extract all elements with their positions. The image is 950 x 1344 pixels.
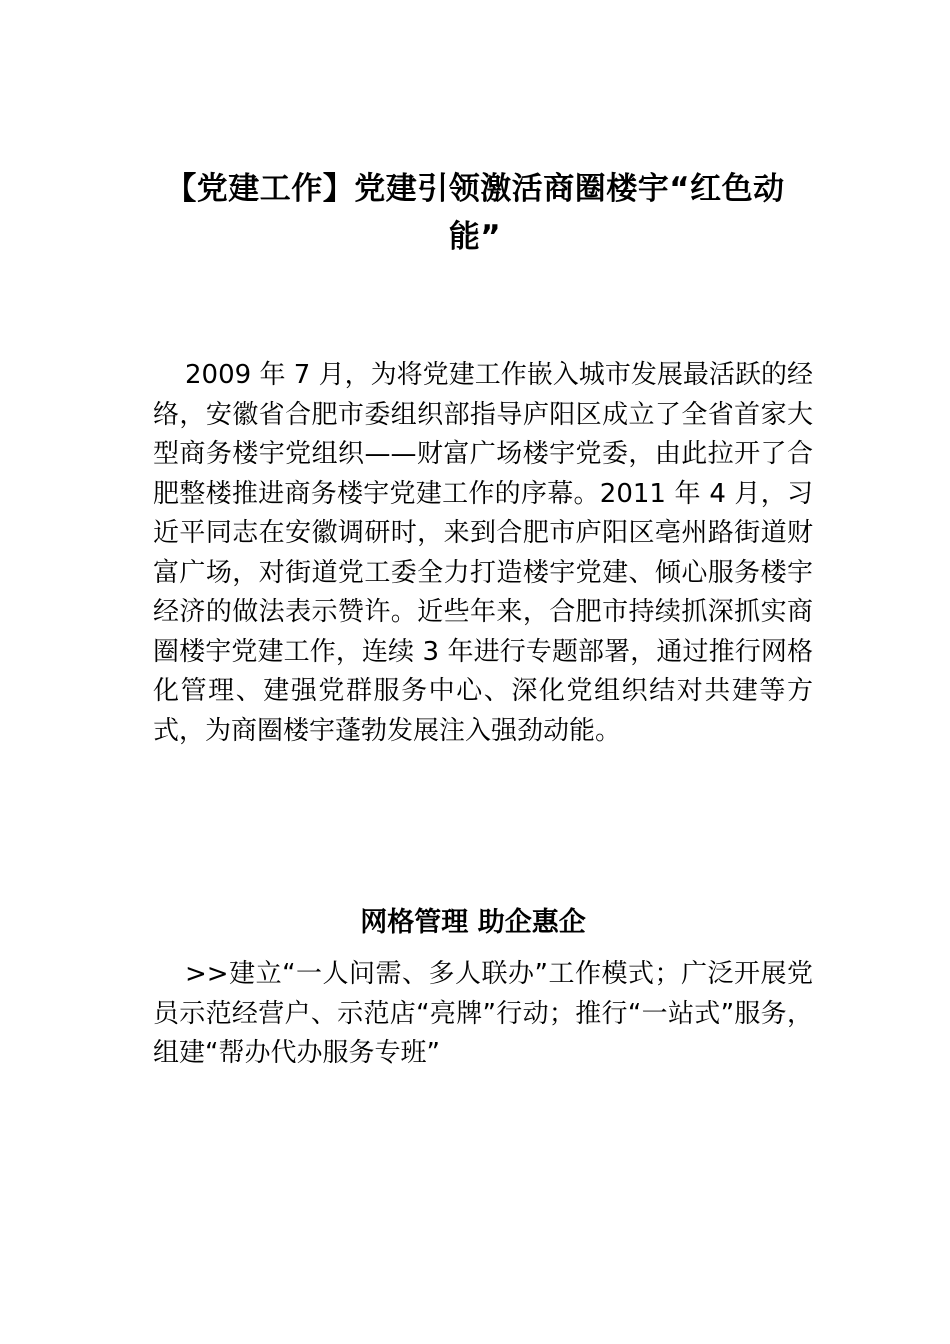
section-heading: 网格管理 助企惠企 bbox=[360, 907, 586, 938]
intro-paragraph: 2009 年 7 月，为将党建工作嵌入城市发展最活跃的经络，安徽省合肥市委组织部指导庐阳区成立了全省首家大型商务楼宇党组织——财富广场楼宇党委，由此拉开了合肥整楼推进商务楼宇党建工作的序幕。2011 年 4 月，习近平同志在安徽调研时，来到合肥市庐阳区亳州路街道财富广场，对街道党工委全力打造楼宇党建、倾心服务楼宇经济的做法表示赞许。近些年来，合肥市持续抓深抓实商圈楼宇党建工作，连续 3 年进行专题部署，通过推行网格化管理、建强党群服务中心、深化党组织结对共建等方式，为商圈楼宇蓬勃发展注入强劲动能。 bbox=[153, 360, 813, 746]
document-title: 【党建工作】党建引领激活商圈楼宇“红色动能” bbox=[165, 171, 785, 255]
section-paragraph: >>建立“一人问需、多人联办”工作模式；广泛开展党员示范经营户、示范店“亮牌”行动；推行“一站式”服务，组建“帮办代办服务专班” bbox=[153, 959, 813, 1068]
